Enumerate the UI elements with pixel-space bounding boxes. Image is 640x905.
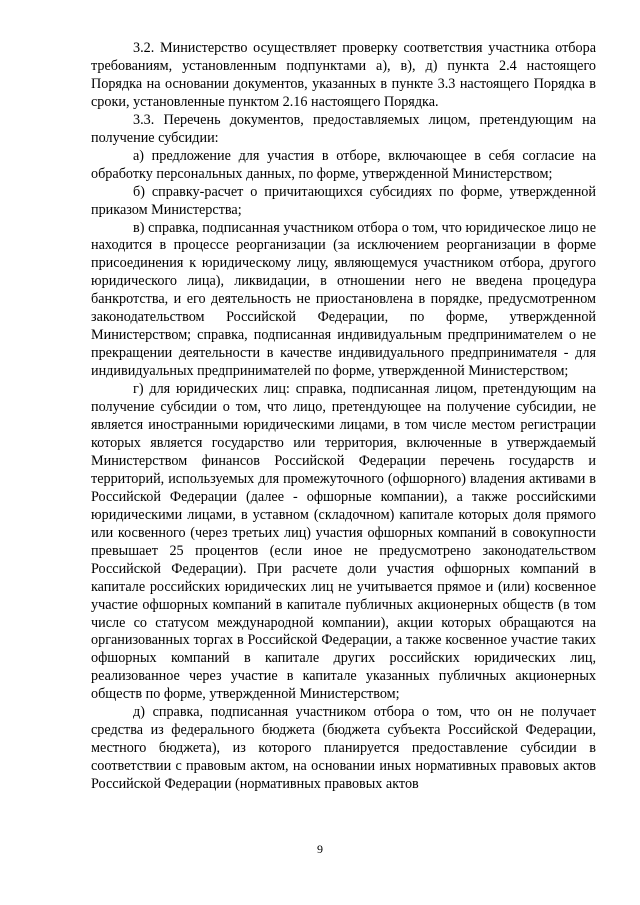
paragraph-item-g: г) для юридических лиц: справка, подписанная лицом, претендующим на получение субсидии о том, что лицо, претендующее на получение субсидии, не является иностранными юридическими лицами, в том числе местом регистрации которых является государство или территория, включенные в утверждаемый Министерством финансов Российской Федерации перечень государств и территорий, используемых для промежуточного (офшорного) владения активами в Российской Федерации (далее - офшорные компании), а также российскими юридическими лицами, в уставном (складочном) капитале которых доля прямого или косвенного (через третьих лиц) участия офшорных компаний в совокупности превышает 25 процентов (если иное не предусмотрено законодательством Российской Федерации). При расчете доли участия офшорных компаний в капитале российских юридических лиц не учитывается прямое и (или) косвенное участие офшорных компаний в капитале публичных акционерных обществ (в том числе со статусом международной компании), акции которых обращаются на организованных торгах в Российской Федерации, а также косвенное участие таких офшорных компаний в капитале других российских юридических лиц, реализованное через участие в капитале указанных публичных акционерных обществ по форме, утвержденной Министерством; [91, 381, 596, 703]
document-body [91, 40, 596, 794]
paragraph-item-b: б) справку-расчет о причитающихся субсидиях по форме, утвержденной приказом Министерства; [91, 183, 596, 218]
page-number: 9 [317, 842, 323, 856]
paragraph-item-a: а) предложение для участия в отборе, включающее в себя согласие на обработку персональных данных, по форме, утвержденной Министерством; [91, 147, 596, 182]
paragraph-3-2: 3.2. Министерство осуществляет проверку соответствия участника отбора требованиям, установленным подпунктами а), в), д) пункта 2.4 настоящего Порядка на основании документов, указанных в пункте 3.3 настоящего Порядка в сроки, установленные пунктом 2.16 настоящего Порядка. [91, 40, 596, 110]
paragraph-3-3: 3.3. Перечень документов, предоставляемых лицом, претендующим на получение субсидии: [91, 111, 596, 146]
paragraph-item-d: д) справка, подписанная участником отбора о том, что он не получает средства из федерального бюджета (бюджета субъекта Российской Федерации, местного бюджета), из которого планируется предоставление субсидии в соответствии с правовым актом, на основании иных нормативных правовых актов Российской Федерации (нормативных правовых актов [91, 704, 596, 793]
paragraph-item-v: в) справка, подписанная участником отбора о том, что юридическое лицо не находится в процессе реорганизации (за исключением реорганизации в форме присоединения к юридическому лицу, являющемуся участником отбора, другого юридического лица), ликвидации, в отношении него не введена процедура банкротства, и его деятельность не приостановлена в порядке, предусмотренном законодательством Российской Федерации, по форме, утвержденной Министерством; справка, подписанная индивидуальным предпринимателем о не прекращении деятельности в качестве индивидуального предпринимателя - для индивидуальных предпринимателей по форме, утвержденной Министерством; [91, 219, 596, 380]
